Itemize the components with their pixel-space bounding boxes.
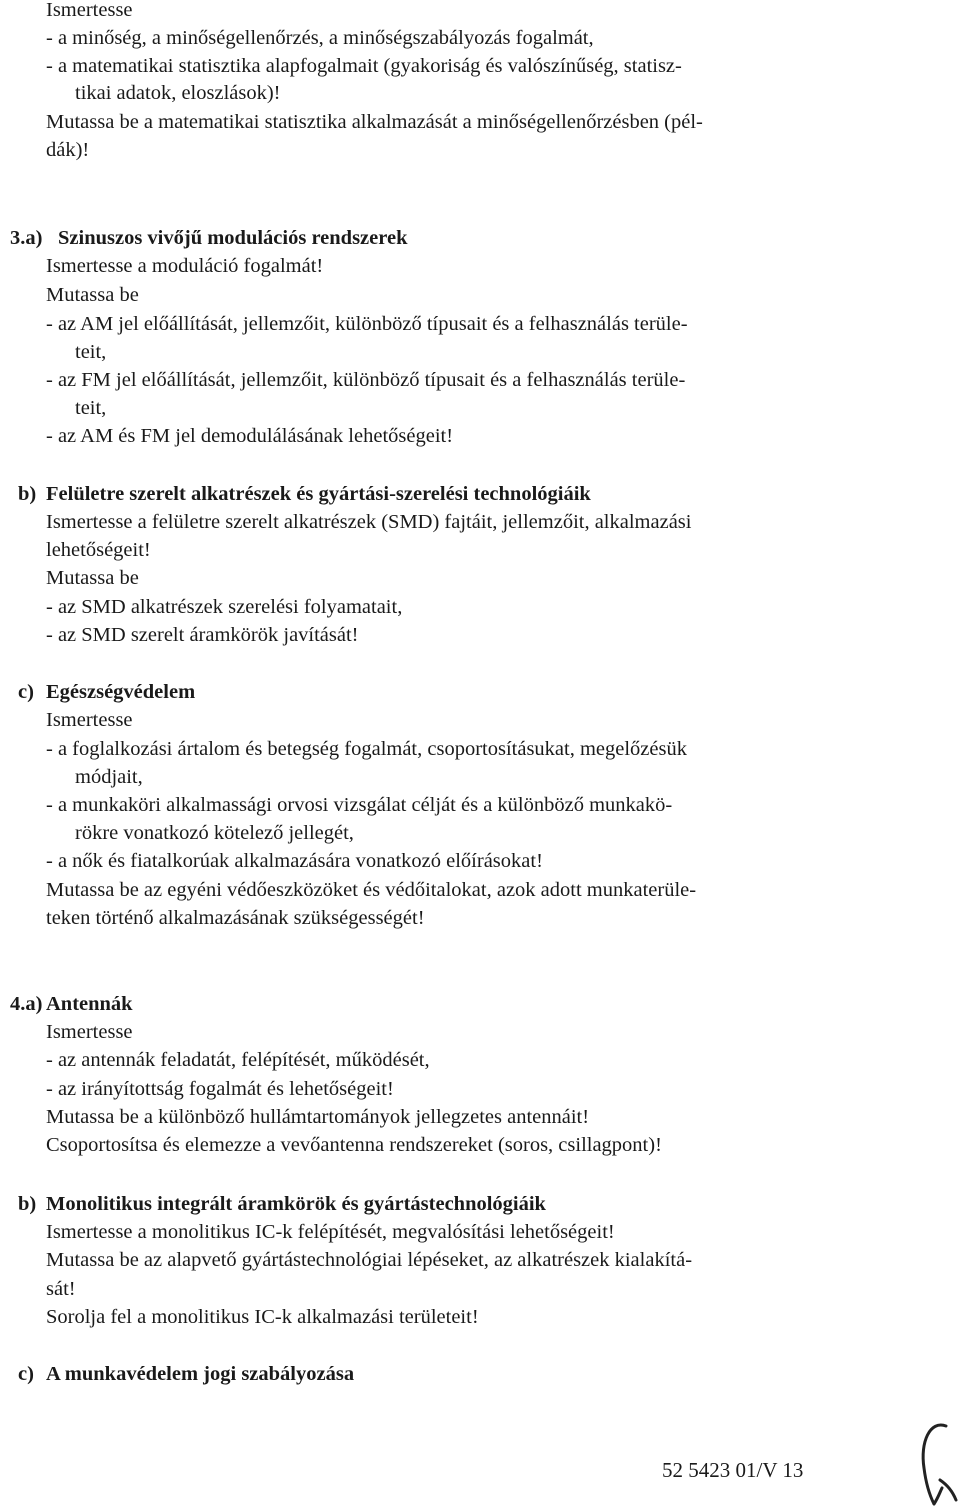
text-line: Mutassa be a matematikai statisztika alkalmazását a minőségellenőrzésben (pél- [46, 111, 703, 133]
handwritten-signature [916, 1418, 958, 1510]
text-line: teit, [75, 397, 107, 419]
text-line: Ismertesse [46, 1021, 133, 1043]
text-line: - az irányítottság fogalmát és lehetőségeit! [46, 1078, 394, 1100]
page-footer: 52 5423 01/V 13 [662, 1458, 804, 1482]
text-line: Sorolja fel a monolitikus IC-k alkalmazási területeit! [46, 1306, 479, 1328]
text-line: Mutassa be [46, 567, 139, 589]
text-line: teken történő alkalmazásának szükségességét! [46, 907, 425, 929]
text-line: - az SMD alkatrészek szerelési folyamatait, [46, 596, 403, 618]
text-line: módjait, [75, 766, 143, 788]
text-line: lehetőségeit! [46, 539, 151, 561]
text-line: Ismertesse a moduláció fogalmát! [46, 255, 324, 277]
section-heading: Monolitikus integrált áramkörök és gyártástechnológiáik [46, 1193, 546, 1215]
text-line: Ismertesse a felületre szerelt alkatrészek (SMD) fajtáit, jellemzőit, alkalmazási [46, 511, 692, 533]
text-line: - az AM jel előállítását, jellemzőit, különböző típusait és a felhasználás terüle- [46, 313, 688, 335]
text-line: - a minőség, a minőségellenőrzés, a minőségszabályozás fogalmát, [46, 27, 594, 49]
text-line: rökre vonatkozó kötelező jellegét, [75, 822, 354, 844]
section-heading: Szinuszos vivőjű modulációs rendszerek [58, 227, 408, 249]
section-heading: c) [18, 681, 34, 703]
section-heading: Egészségvédelem [46, 681, 196, 703]
section-heading: b) [18, 483, 37, 505]
text-line: Ismertesse a monolitikus IC-k felépítését, megvalósítási lehetőségeit! [46, 1221, 615, 1243]
text-line: dák)! [46, 139, 90, 161]
text-line: Mutassa be az alapvető gyártástechnológiai lépéseket, az alkatrészek kialakítá- [46, 1249, 693, 1271]
text-line: Csoportosítsa és elemezze a vevőantenna rendszereket (soros, csillagpont)! [46, 1134, 662, 1156]
text-line: Mutassa be a különböző hullámtartományok jellegzetes antennáit! [46, 1106, 590, 1128]
text-line: tikai adatok, eloszlások)! [75, 82, 281, 104]
text-line: teit, [75, 341, 107, 363]
text-line: - az AM és FM jel demodulálásának lehetőségeit! [46, 425, 454, 447]
section-heading: b) [18, 1193, 37, 1215]
section-heading: 4.a) [10, 993, 43, 1015]
text-line: - az FM jel előállítását, jellemzőit, különböző típusait és a felhasználás terüle- [46, 369, 686, 391]
text-line: - a matematikai statisztika alapfogalmait (gyakoriság és valószínűség, statisz- [46, 55, 682, 77]
text-line: Mutassa be az egyéni védőeszközöket és védőitalokat, azok adott munkaterüle- [46, 879, 697, 901]
section-heading: Felületre szerelt alkatrészek és gyártási-szerelési technológiáik [46, 483, 591, 505]
section-heading: 3.a) [10, 227, 43, 249]
section-heading: A munkavédelem jogi szabályozása [46, 1363, 355, 1385]
text-line: - az antennák feladatát, felépítését, működését, [46, 1049, 430, 1071]
text-line: - a nők és fiatalkorúak alkalmazására vonatkozó előírásokat! [46, 850, 543, 872]
text-line: Ismertesse [46, 709, 133, 731]
text-line: - a munkaköri alkalmassági orvosi vizsgálat célját és a különböző munkakö- [46, 794, 673, 816]
section-heading: Antennák [46, 993, 133, 1015]
text-line: Mutassa be [46, 284, 139, 306]
text-line: sát! [46, 1278, 76, 1300]
text-line: - az SMD szerelt áramkörök javítását! [46, 624, 359, 646]
text-line: - a foglalkozási ártalom és betegség fogalmát, csoportosításukat, megelőzésük [46, 738, 687, 760]
text-line: Ismertesse [46, 0, 133, 21]
section-heading: c) [18, 1363, 34, 1385]
